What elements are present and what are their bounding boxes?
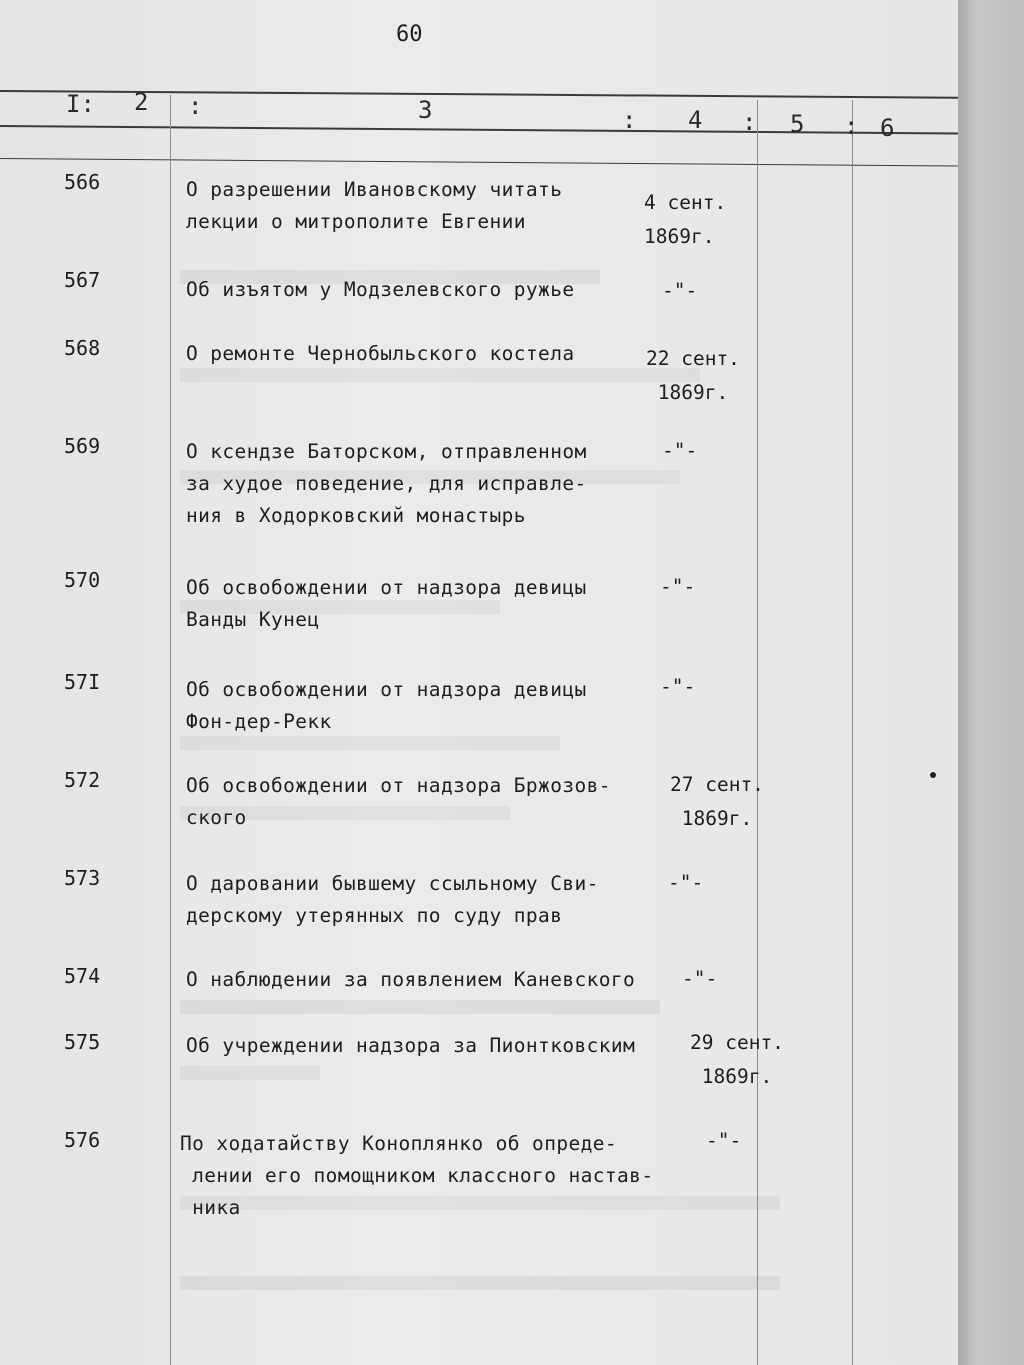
header-col6: 6 (880, 114, 895, 142)
row-title: По ходатайству Коноплянко об опреде- лении его помощником классного настав- ника (180, 1132, 654, 1219)
row-number: 567 (64, 268, 101, 292)
header-sep1: : (188, 92, 203, 120)
row-title: Об освобождении от надзора девицы Ванды Кунец (186, 576, 587, 631)
page-number: 60 (396, 22, 423, 47)
row-date: -"- (668, 871, 704, 894)
row-title: Об изъятом у Модзелевского ружье (186, 278, 575, 301)
page-edge-shadow (958, 0, 1024, 1365)
row-date: -"- (660, 675, 696, 698)
column-divider-1 (170, 95, 171, 1365)
row-number: 568 (64, 336, 101, 360)
row-date: 29 сент. 1869г. (690, 1031, 784, 1088)
row-title: О ремонте Чернобыльского костела (186, 342, 575, 365)
row-date: -"- (662, 439, 698, 462)
row-number: 575 (64, 1030, 101, 1054)
column-divider-3 (852, 100, 853, 1365)
row-date: -"- (706, 1129, 742, 1152)
row-title: О ксендзе Баторском, отправленном за худое поведение, для исправле- ния в Ходорковский монастырь (186, 440, 587, 527)
header-col4: 4 (688, 106, 703, 134)
row-title: О даровании бывшему ссыльному Сви- дерскому утерянных по суду прав (186, 872, 599, 927)
header-col5: 5 (790, 110, 805, 138)
row-title: О разрешении Ивановскому читать лекции о митрополите Евгении (186, 178, 563, 233)
row-date: 4 сент. 1869г. (644, 191, 727, 248)
row-date: 27 сент. 1869г. (670, 773, 764, 830)
header-col2: 2 (134, 88, 149, 116)
header-col3: 3 (418, 96, 433, 124)
row-date: 22 сент. 1869г. (646, 347, 740, 404)
header-sep3: : (742, 108, 757, 136)
row-number: 566 (64, 170, 101, 194)
row-title: Об освобождении от надзора девицы Фон-дер-Рекк (186, 678, 587, 733)
row-title: Об освобождении от надзора Бржозов- ского (186, 774, 611, 829)
row-number: 569 (64, 434, 101, 458)
row-number: 57I (64, 670, 101, 694)
row-number: 576 (64, 1128, 101, 1152)
column-divider-2 (757, 100, 758, 1365)
ink-spot (930, 772, 936, 778)
row-date: -"- (660, 575, 696, 598)
row-title: О наблюдении за появлением Каневского (186, 968, 636, 991)
row-title: Об учреждении надзора за Пионтковским (186, 1034, 636, 1057)
row-number: 570 (64, 568, 101, 592)
row-number: 574 (64, 964, 101, 988)
row-number: 573 (64, 866, 101, 890)
row-number: 572 (64, 768, 101, 792)
header-sep4: : (844, 112, 859, 140)
row-date: -"- (662, 279, 698, 302)
header-sep2: : (622, 106, 637, 134)
row-date: -"- (682, 967, 718, 990)
header-col1: I: (66, 90, 95, 118)
